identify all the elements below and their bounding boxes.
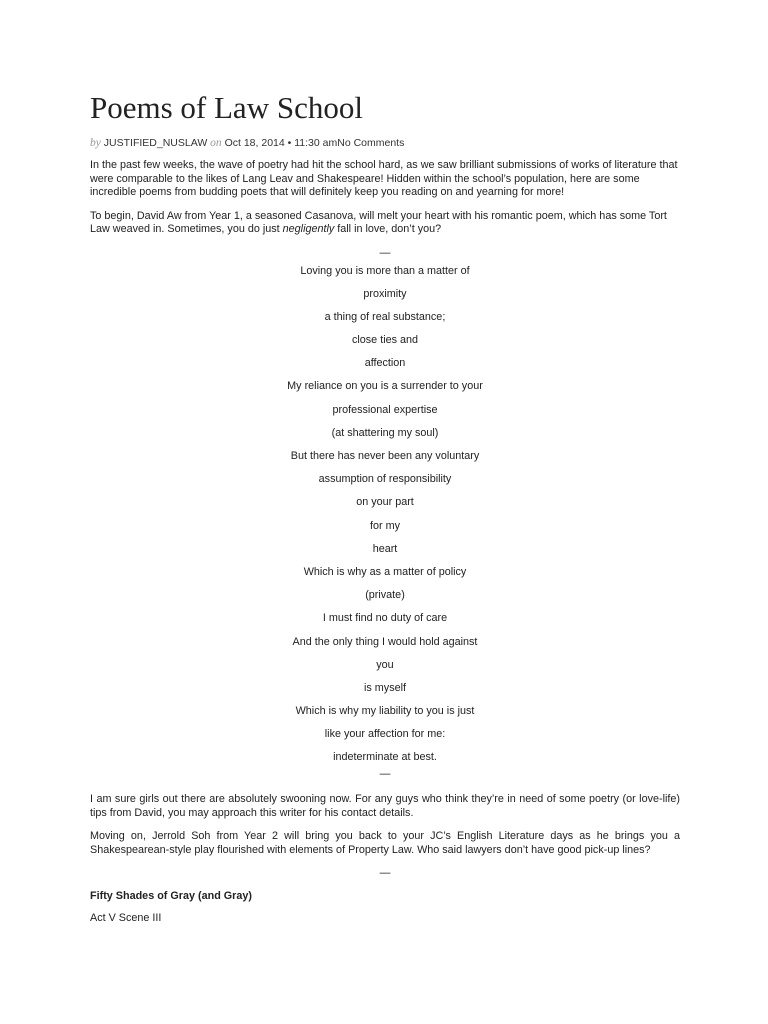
- poem-line: My reliance on you is a surrender to your: [287, 380, 483, 393]
- page-title: Poems of Law School: [90, 90, 363, 125]
- poem-line: like your affection for me:: [324, 728, 446, 741]
- poem-line: (private): [365, 589, 405, 602]
- article: [90, 88, 680, 925]
- poem-line: And the only thing I would hold against: [292, 635, 478, 648]
- on-label: on: [210, 137, 222, 149]
- poem-line: Which is why my liability to you is just: [295, 705, 475, 718]
- poem-line: for my: [370, 519, 400, 532]
- comments-link[interactable]: No Comments: [337, 137, 405, 149]
- poem-intro-emphasis: negligently: [282, 223, 335, 235]
- poem-line: But there has never been any voluntary: [290, 450, 480, 462]
- by-label: by: [90, 137, 101, 149]
- poem-line: on your part: [356, 496, 414, 509]
- poem-line: indeterminate at best.: [333, 751, 437, 764]
- poem-line: assumption of responsibility: [318, 473, 452, 486]
- post-date: Oct 18, 2014 • 11:30 am: [224, 137, 338, 149]
- poem: [90, 265, 680, 765]
- poem-line: affection: [364, 357, 406, 370]
- separator: —: [379, 768, 391, 781]
- separator: —: [379, 867, 391, 880]
- poem-line: close ties and: [351, 334, 419, 347]
- poem-line: professional expertise: [332, 403, 438, 416]
- poem-line: Which is why as a matter of policy: [303, 565, 467, 578]
- act-scene: Act V Scene III: [90, 912, 162, 925]
- post-meta: [90, 136, 680, 150]
- poem-line: I must find no duty of care: [322, 612, 448, 625]
- poem-intro-text-end: fall in love, don’t you?: [334, 223, 442, 235]
- swooning-paragraph: I am sure girls out there are absolutely swooning now. For any guys who think they’re in need of some poetry (or love-life) tips from David, you may approach this writer for his contact details.: [90, 793, 680, 819]
- poem-line: you: [376, 658, 394, 671]
- author-link[interactable]: JUSTIFIED_NUSLAW: [103, 137, 208, 149]
- play-intro-paragraph: Moving on, Jerrold Soh from Year 2 will bring you back to your JC’s English Literature days as he brings you a Shakespearean-style play flourished with elements of Property Law. Who said lawyers don’t have good pick-up lines?: [90, 830, 680, 856]
- poem-line: (at shattering my soul): [331, 426, 439, 439]
- poem-line: heart: [372, 542, 398, 555]
- separator: —: [379, 246, 391, 259]
- poem-intro-paragraph: [90, 210, 680, 237]
- play-title: Fifty Shades of Gray (and Gray): [90, 890, 252, 903]
- poem-line: a thing of real substance;: [324, 310, 446, 323]
- intro-paragraph: In the past few weeks, the wave of poetry had hit the school hard, as we saw brilliant submissions of works of literature that were comparable to the likes of Lang Leav and Shakespeare! Hidden within the school’s population, here are some incredible poems from budding poets that will definitely keep you reading on and yearning for more!: [90, 159, 678, 198]
- poem-line: proximity: [363, 287, 407, 300]
- poem-line: Loving you is more than a matter of: [300, 264, 470, 277]
- poem-line: is myself: [364, 681, 406, 694]
- poem-intro-text: To begin, David Aw from Year 1, a seasoned Casanova, will melt your heart with his romantic poem, which has some Tort Law weaved in. Sometimes, you do just: [90, 209, 667, 235]
